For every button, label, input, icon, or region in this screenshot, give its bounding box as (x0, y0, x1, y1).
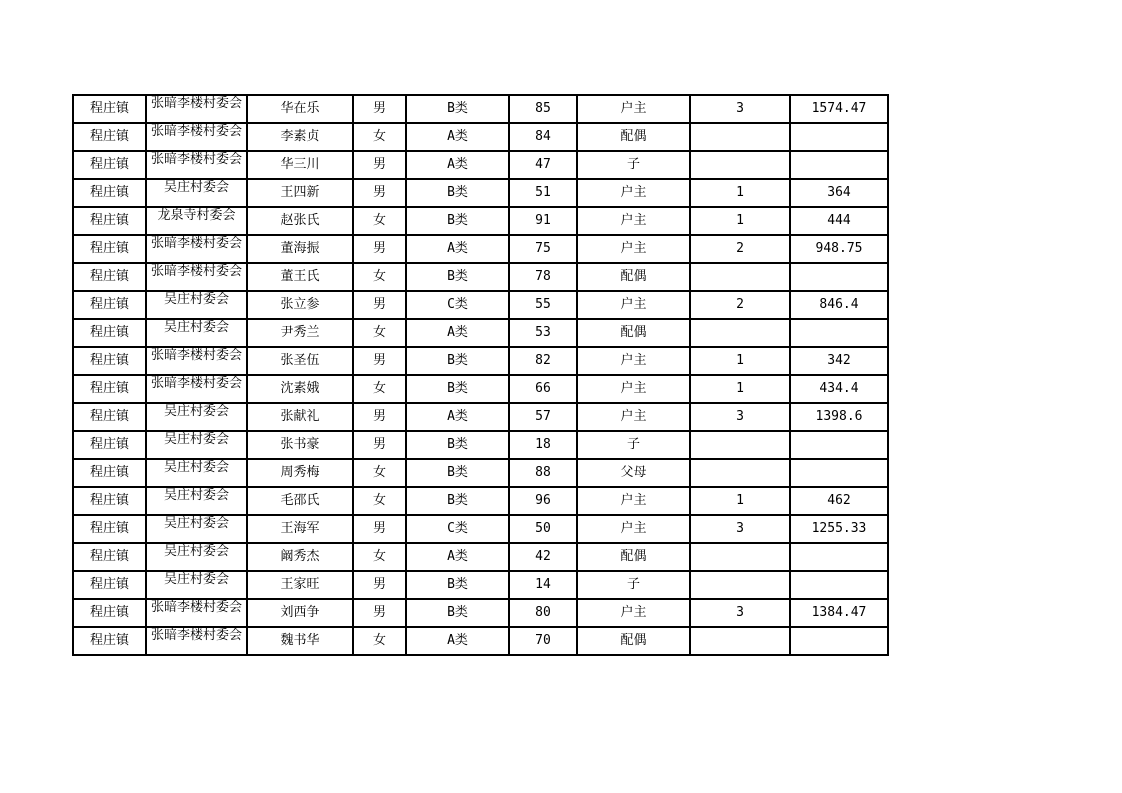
name-cell: 赵张氏 (247, 207, 353, 235)
village-cell (146, 571, 247, 599)
town-cell: 程庄镇 (73, 403, 146, 431)
town-cell: 程庄镇 (73, 459, 146, 487)
name-cell: 王家旺 (247, 571, 353, 599)
village-name: 张暗李楼村委会 (151, 264, 243, 279)
amount-cell: 444 (790, 207, 888, 235)
gender-cell: 女 (353, 123, 406, 151)
amount-cell (790, 319, 888, 347)
gender-cell: 男 (353, 179, 406, 207)
category-cell: B类 (406, 95, 509, 123)
name-cell: 魏书华 (247, 627, 353, 655)
village-cell (146, 319, 247, 347)
category-cell: A类 (406, 627, 509, 655)
name-cell: 张立参 (247, 291, 353, 319)
town-cell: 程庄镇 (73, 207, 146, 235)
age-cell: 88 (509, 459, 577, 487)
name-cell: 张圣伍 (247, 347, 353, 375)
name-cell: 刘西争 (247, 599, 353, 627)
household-size-cell (690, 571, 790, 599)
household-size-cell: 3 (690, 599, 790, 627)
amount-cell (790, 571, 888, 599)
age-cell: 47 (509, 151, 577, 179)
age-cell: 80 (509, 599, 577, 627)
amount-cell: 1384.47 (790, 599, 888, 627)
gender-cell: 女 (353, 543, 406, 571)
gender-cell: 男 (353, 347, 406, 375)
table-row (73, 123, 888, 151)
amount-cell (790, 431, 888, 459)
town-cell: 程庄镇 (73, 375, 146, 403)
town-cell: 程庄镇 (73, 347, 146, 375)
town-cell: 程庄镇 (73, 515, 146, 543)
gender-cell: 女 (353, 627, 406, 655)
village-name: 吴庄村委会 (163, 572, 229, 587)
age-cell: 55 (509, 291, 577, 319)
household-size-cell (690, 459, 790, 487)
village-cell (146, 459, 247, 487)
village-name: 张暗李楼村委会 (151, 124, 243, 139)
amount-cell: 462 (790, 487, 888, 515)
gender-cell: 男 (353, 95, 406, 123)
household-size-cell: 2 (690, 235, 790, 263)
amount-cell (790, 263, 888, 291)
relation-cell: 户主 (577, 95, 690, 123)
age-cell: 78 (509, 263, 577, 291)
village-name: 吴庄村委会 (163, 460, 229, 475)
category-cell: A类 (406, 151, 509, 179)
amount-cell: 342 (790, 347, 888, 375)
village-cell (146, 207, 247, 235)
table-row (73, 151, 888, 179)
village-name: 张暗李楼村委会 (151, 600, 243, 615)
table-row (73, 347, 888, 375)
name-cell: 李素贞 (247, 123, 353, 151)
relation-cell: 配偶 (577, 123, 690, 151)
village-cell (146, 487, 247, 515)
household-size-cell: 1 (690, 487, 790, 515)
gender-cell: 女 (353, 487, 406, 515)
relation-cell: 户主 (577, 599, 690, 627)
category-cell: B类 (406, 207, 509, 235)
amount-cell: 846.4 (790, 291, 888, 319)
relation-cell: 户主 (577, 347, 690, 375)
town-cell: 程庄镇 (73, 235, 146, 263)
town-cell: 程庄镇 (73, 151, 146, 179)
data-table (72, 94, 889, 656)
category-cell: B类 (406, 263, 509, 291)
table-row (73, 291, 888, 319)
household-size-cell: 3 (690, 515, 790, 543)
village-cell (146, 599, 247, 627)
relation-cell: 户主 (577, 403, 690, 431)
gender-cell: 男 (353, 403, 406, 431)
village-name: 张暗李楼村委会 (151, 376, 243, 391)
name-cell: 尹秀兰 (247, 319, 353, 347)
amount-cell (790, 459, 888, 487)
name-cell: 张献礼 (247, 403, 353, 431)
category-cell: A类 (406, 235, 509, 263)
table-row (73, 487, 888, 515)
household-size-cell (690, 151, 790, 179)
age-cell: 53 (509, 319, 577, 347)
gender-cell: 男 (353, 515, 406, 543)
village-name: 张暗李楼村委会 (151, 96, 243, 111)
village-cell (146, 347, 247, 375)
relation-cell: 户主 (577, 179, 690, 207)
table-row (73, 207, 888, 235)
town-cell: 程庄镇 (73, 263, 146, 291)
table-row (73, 319, 888, 347)
household-size-cell: 1 (690, 207, 790, 235)
village-cell (146, 291, 247, 319)
amount-cell: 1255.33 (790, 515, 888, 543)
village-name: 吴庄村委会 (163, 404, 229, 419)
town-cell: 程庄镇 (73, 319, 146, 347)
name-cell: 沈素娥 (247, 375, 353, 403)
category-cell: B类 (406, 179, 509, 207)
relation-cell: 户主 (577, 235, 690, 263)
village-name: 吴庄村委会 (163, 180, 229, 195)
name-cell: 周秀梅 (247, 459, 353, 487)
gender-cell: 女 (353, 207, 406, 235)
age-cell: 84 (509, 123, 577, 151)
amount-cell: 364 (790, 179, 888, 207)
table-row (73, 403, 888, 431)
relation-cell: 户主 (577, 375, 690, 403)
village-name: 吴庄村委会 (163, 488, 229, 503)
age-cell: 96 (509, 487, 577, 515)
relation-cell: 子 (577, 571, 690, 599)
village-cell (146, 151, 247, 179)
category-cell: B类 (406, 431, 509, 459)
category-cell: A类 (406, 403, 509, 431)
village-name: 吴庄村委会 (163, 544, 229, 559)
village-name: 张暗李楼村委会 (151, 348, 243, 363)
relation-cell: 父母 (577, 459, 690, 487)
table-row (73, 459, 888, 487)
town-cell: 程庄镇 (73, 487, 146, 515)
name-cell: 阚秀杰 (247, 543, 353, 571)
table-row (73, 571, 888, 599)
age-cell: 70 (509, 627, 577, 655)
town-cell: 程庄镇 (73, 431, 146, 459)
village-name: 吴庄村委会 (163, 432, 229, 447)
relation-cell: 配偶 (577, 627, 690, 655)
household-size-cell: 3 (690, 403, 790, 431)
village-name: 张暗李楼村委会 (151, 236, 243, 251)
village-cell (146, 375, 247, 403)
age-cell: 91 (509, 207, 577, 235)
amount-cell (790, 151, 888, 179)
gender-cell: 男 (353, 571, 406, 599)
category-cell: B类 (406, 375, 509, 403)
gender-cell: 男 (353, 431, 406, 459)
category-cell: C类 (406, 515, 509, 543)
gender-cell: 女 (353, 263, 406, 291)
relation-cell: 配偶 (577, 319, 690, 347)
gender-cell: 男 (353, 151, 406, 179)
village-cell (146, 515, 247, 543)
relation-cell: 子 (577, 151, 690, 179)
table-row (73, 235, 888, 263)
town-cell: 程庄镇 (73, 123, 146, 151)
gender-cell: 男 (353, 291, 406, 319)
amount-cell: 1398.6 (790, 403, 888, 431)
category-cell: A类 (406, 123, 509, 151)
village-name: 张暗李楼村委会 (151, 628, 243, 643)
age-cell: 85 (509, 95, 577, 123)
village-cell (146, 543, 247, 571)
table-row (73, 431, 888, 459)
category-cell: B类 (406, 459, 509, 487)
age-cell: 18 (509, 431, 577, 459)
town-cell: 程庄镇 (73, 291, 146, 319)
household-size-cell (690, 431, 790, 459)
village-cell (146, 95, 247, 123)
name-cell: 华三川 (247, 151, 353, 179)
relation-cell: 子 (577, 431, 690, 459)
table-body (73, 95, 888, 655)
table-row (73, 627, 888, 655)
amount-cell: 1574.47 (790, 95, 888, 123)
name-cell: 王海军 (247, 515, 353, 543)
village-cell (146, 627, 247, 655)
household-size-cell: 3 (690, 95, 790, 123)
name-cell: 毛邵氏 (247, 487, 353, 515)
table-row (73, 543, 888, 571)
age-cell: 51 (509, 179, 577, 207)
amount-cell (790, 123, 888, 151)
gender-cell: 女 (353, 375, 406, 403)
household-size-cell: 1 (690, 179, 790, 207)
name-cell: 华在乐 (247, 95, 353, 123)
gender-cell: 女 (353, 319, 406, 347)
relation-cell: 户主 (577, 487, 690, 515)
amount-cell: 434.4 (790, 375, 888, 403)
village-name: 张暗李楼村委会 (151, 152, 243, 167)
relation-cell: 配偶 (577, 263, 690, 291)
table-row (73, 179, 888, 207)
table-row (73, 95, 888, 123)
household-size-cell (690, 627, 790, 655)
household-size-cell (690, 543, 790, 571)
household-size-cell: 1 (690, 347, 790, 375)
gender-cell: 男 (353, 235, 406, 263)
village-name: 吴庄村委会 (163, 292, 229, 307)
village-name: 吴庄村委会 (163, 516, 229, 531)
age-cell: 66 (509, 375, 577, 403)
category-cell: B类 (406, 487, 509, 515)
household-size-cell (690, 263, 790, 291)
town-cell: 程庄镇 (73, 95, 146, 123)
village-name: 吴庄村委会 (163, 320, 229, 335)
category-cell: C类 (406, 291, 509, 319)
name-cell: 张书豪 (247, 431, 353, 459)
category-cell: B类 (406, 599, 509, 627)
household-size-cell: 2 (690, 291, 790, 319)
village-cell (146, 403, 247, 431)
category-cell: A类 (406, 319, 509, 347)
amount-cell (790, 543, 888, 571)
town-cell: 程庄镇 (73, 543, 146, 571)
household-size-cell: 1 (690, 375, 790, 403)
town-cell: 程庄镇 (73, 599, 146, 627)
relation-cell: 户主 (577, 291, 690, 319)
relation-cell: 配偶 (577, 543, 690, 571)
category-cell: B类 (406, 571, 509, 599)
town-cell: 程庄镇 (73, 571, 146, 599)
table-row (73, 375, 888, 403)
household-size-cell (690, 123, 790, 151)
name-cell: 王四新 (247, 179, 353, 207)
table-row (73, 599, 888, 627)
table-row (73, 263, 888, 291)
village-cell (146, 179, 247, 207)
name-cell: 董海振 (247, 235, 353, 263)
age-cell: 75 (509, 235, 577, 263)
amount-cell (790, 627, 888, 655)
village-cell (146, 235, 247, 263)
age-cell: 50 (509, 515, 577, 543)
name-cell: 董王氏 (247, 263, 353, 291)
gender-cell: 女 (353, 459, 406, 487)
village-cell (146, 123, 247, 151)
age-cell: 57 (509, 403, 577, 431)
age-cell: 14 (509, 571, 577, 599)
village-name: 龙泉寺村委会 (157, 208, 236, 223)
gender-cell: 男 (353, 599, 406, 627)
amount-cell: 948.75 (790, 235, 888, 263)
age-cell: 42 (509, 543, 577, 571)
relation-cell: 户主 (577, 207, 690, 235)
age-cell: 82 (509, 347, 577, 375)
category-cell: B类 (406, 347, 509, 375)
table-row (73, 515, 888, 543)
household-size-cell (690, 319, 790, 347)
town-cell: 程庄镇 (73, 179, 146, 207)
relation-cell: 户主 (577, 515, 690, 543)
category-cell: A类 (406, 543, 509, 571)
town-cell: 程庄镇 (73, 627, 146, 655)
village-cell (146, 431, 247, 459)
village-cell (146, 263, 247, 291)
